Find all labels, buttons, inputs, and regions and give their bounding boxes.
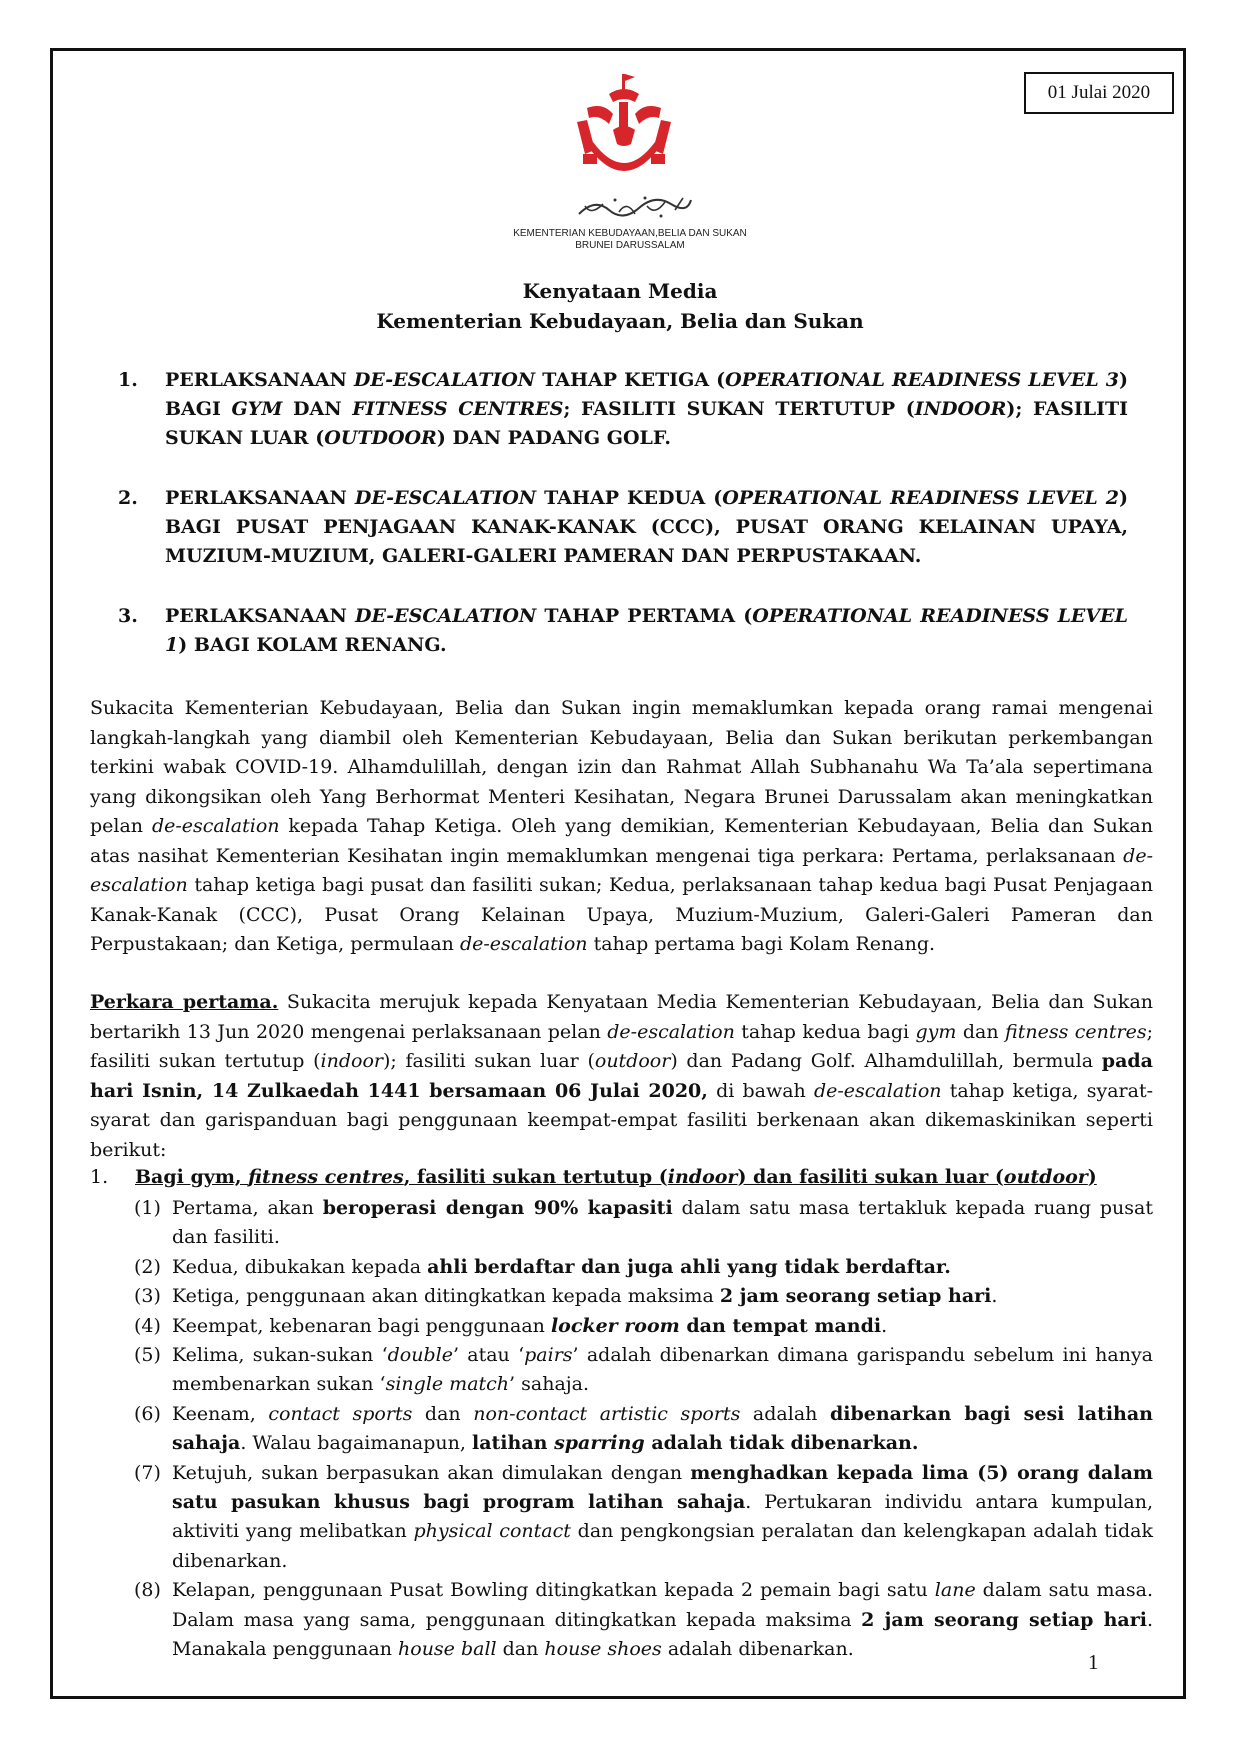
perkara-pertama-paragraph: Perkara pertama. Sukacita merujuk kepada Kenyataan Media Kementerian Kebudayaan, Belia dan Sukan bertarikh 13 Jun 2020 mengenai perlaksanaan pelan de-escalation tahap kedua bagi gym dan fitness centres; fasiliti sukan tertutup (indoor); fasiliti sukan luar (outdoor) dan Padang Golf. Alhamdulillah, bermula pada hari Isnin, 14 Zulkaedah 1441 bersamaan 06 Julai 2020, di bawah de-escalation tahap ketiga, syarat-syarat dan garispanduan bagi penggunaan keempat-empat fasiliti berkenaan akan dikemaskinikan seperti berikut: xyxy=(90,991,1154,1161)
list-item: (7) Ketujuh, sukan berpasukan akan dimulakan dengan menghadkan kepada lima (5) orang dalam satu pasukan khusus bagi program latihan sahaja. Pertukaran individu antara kumpulan, aktiviti yang melibatkan physical contact dan pengkongsian peralatan dan kelengkapan adalah tidak dibenarkan. xyxy=(134,1461,1154,1572)
intro-paragraph: Sukacita Kementerian Kebudayaan, Belia dan Sukan ingin memaklumkan kepada orang ramai mengenai langkah-langkah yang diambil oleh Kementerian Kebudayaan, Belia dan Sukan berikutan perkembangan terkini wabak COVID-19. Alhamdulillah, dengan izin dan Rahmat Allah Subhanahu Wa Ta’ala sepertimana yang dikongsikan oleh Yang Berhormat Menteri Kesihatan, Negara Brunei Darussalam akan meningkatkan pelan de-escalation kepada Tahap Ketiga. Oleh yang demikian, Kementerian Kebudayaan, Belia dan Sukan atas nasihat Kementerian Kesihatan ingin memaklumkan mengenai tiga perkara: Pertama, perlaksanaan de-escalation tahap ketiga bagi pusat dan fasiliti sukan; Kedua, perlaksanaan tahap kedua bagi Pusat Penjagaan Kanak-Kanak (CCC), Pusat Orang Kelainan Upaya, Muzium-Muzium, Galeri-Galeri Pameran dan Perpustakaan; dan Ketiga, permulaan de-escalation tahap pertama bagi Kolam Renang. xyxy=(90,697,1153,955)
list-item: (2) Kedua, dibukakan kepada ahli berdaftar dan juga ahli yang tidak berdaftar. xyxy=(134,1255,951,1278)
perkara-label: Perkara pertama. xyxy=(90,991,279,1013)
list-item: (1) Pertama, akan beroperasi dengan 90% kapasiti dalam satu masa tertakluk kepada ruang pusat dan fasiliti. xyxy=(134,1197,1153,1249)
list-item: (3) Ketiga, penggunaan akan ditingkatkan kepada maksima 2 jam seorang setiap hari. xyxy=(134,1285,998,1308)
ministry-name: KEMENTERIAN KEBUDAYAAN,BELIA DAN SUKAN xyxy=(513,228,747,239)
section-number: 1. xyxy=(90,1166,109,1188)
topic-text: PERLAKSANAAN DE-ESCALATION TAHAP KETIGA (OPERATIONAL READINESS LEVEL 3) BAGI GYM DAN FITNESS CENTRES; FASILITI SUKAN TERTUTUP (INDOOR); FASILITI SUKAN LUAR (OUTDOOR) DAN PADANG GOLF. xyxy=(165,369,1129,449)
list-item: (4) Keempat, kebenaran bagi penggunaan locker room dan tempat mandi. xyxy=(134,1314,888,1337)
topic-1 xyxy=(118,366,1128,453)
ministry-logo-text xyxy=(500,228,760,252)
list-item: (8) Kelapan, penggunaan Pusat Bowling ditingkatkan kepada 2 pemain bagi satu lane dalam satu masa. Dalam masa yang sama, penggunaan ditingkatkan kepada maksima 2 jam seorang setiap hari. Manakala penggunaan house ball dan house shoes adalah dibenarkan. xyxy=(134,1579,1154,1661)
section-title: Bagi gym, fitness centres, fasiliti sukan tertutup (indoor) dan fasiliti sukan luar (outdoor) xyxy=(135,1166,1097,1188)
doc-subtitle: Kementerian Kebudayaan, Belia dan Sukan xyxy=(376,309,864,333)
topic-2 xyxy=(118,484,1128,571)
jawi-script-logo xyxy=(575,192,695,222)
list-item: (6) Keenam, contact sports dan non-contact artistic sports adalah dibenarkan bagi sesi latihan sahaja. Walau bagaimanapun, latihan sparring adalah tidak dibenarkan. xyxy=(134,1402,1153,1455)
topic-number: 2. xyxy=(118,487,138,509)
topic-text: PERLAKSANAAN DE-ESCALATION TAHAP KEDUA (OPERATIONAL READINESS LEVEL 2) BAGI PUSAT PENJAGAAN KANAK-KANAK (CCC), PUSAT ORANG KELAINAN UPAYA, MUZIUM-MUZIUM, GALERI-GALERI PAMERAN DAN PERPUSTAKAAN. xyxy=(165,487,1128,567)
list-item: (5) Kelima, sukan-sukan ‘double’ atau ‘pairs’ adalah dibenarkan dimana garispandu sebelum ini hanya membenarkan sukan ‘single match’ sahaja. xyxy=(134,1344,1154,1396)
page-number: 1 xyxy=(1088,1650,1099,1674)
brunei-crest-logo xyxy=(573,72,677,184)
topic-number: 1. xyxy=(118,369,138,391)
doc-title: Kenyataan Media xyxy=(522,279,718,303)
topic-number: 3. xyxy=(118,605,138,627)
guideline-list xyxy=(134,1194,1153,1665)
topic-text: PERLAKSANAAN DE-ESCALATION TAHAP PERTAMA (OPERATIONAL READINESS LEVEL 1) BAGI KOLAM RENANG. xyxy=(165,605,1128,656)
country-name: BRUNEI DARUSSALAM xyxy=(575,240,685,251)
topic-3 xyxy=(118,602,1128,660)
date-box: 01 Julai 2020 xyxy=(1024,72,1174,114)
